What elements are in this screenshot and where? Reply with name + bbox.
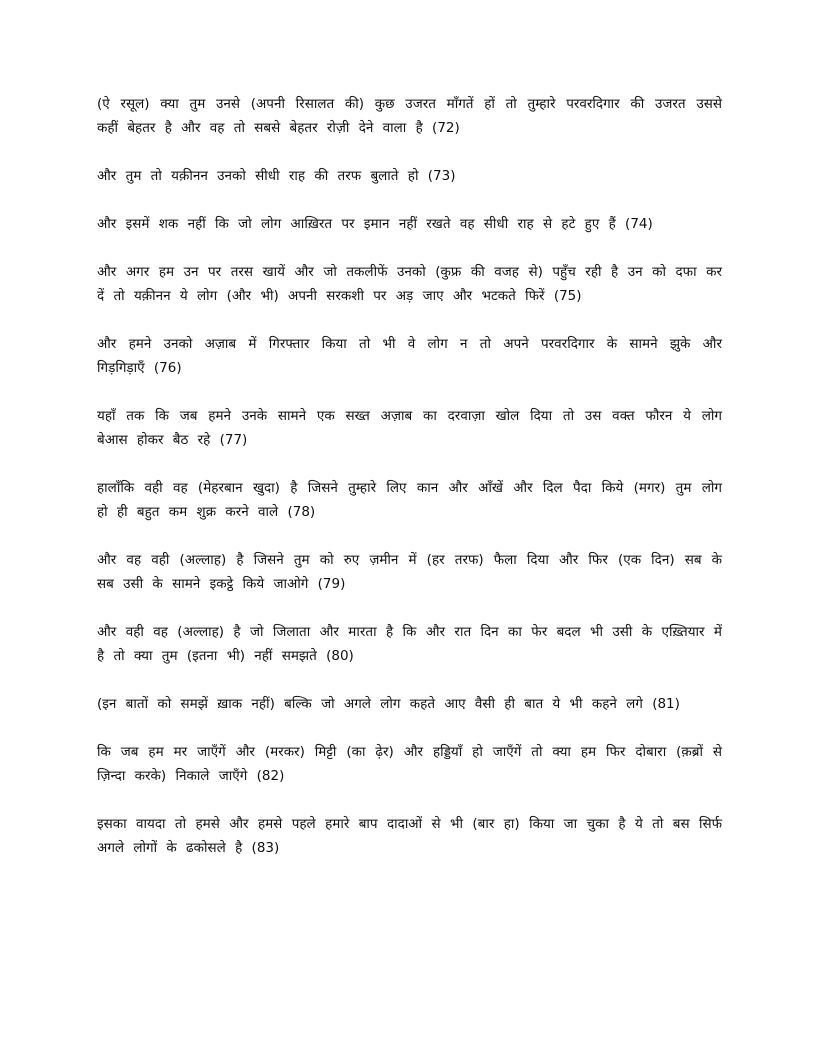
verse-paragraph-79: और वह वही (अल्लाह) है जिसने तुम को रुए ज़मीन में (हर तरफ) फैला दिया और फिर (एक दिन) सब के सब उसी के सामने इकट्ठे किये जाओगे (79) xyxy=(97,552,722,592)
verse-paragraph-81: (इन बातों को समझें ख़ाक नहीं) बल्कि जो अगले लोग कहते आए वैसी ही बात ये भी कहने लगे (81) xyxy=(97,696,680,712)
verse-paragraph-76: और हमने उनको अज़ाब में गिरफ्तार किया तो भी वे लोग न तो अपने परवरदिगार के सामने झुके और गिड़गिड़ाएँ (76) xyxy=(97,336,722,376)
verse-paragraph-75: और अगर हम उन पर तरस खायें और जो तकलीफें उनको (कुफ्र की वजह से) पहुँच रही है उन को दफा कर दें तो यक़ीनन ये लोग (और भी) अपनी सरकशी पर अड़ जाए और भटकते फिरें (75) xyxy=(97,264,722,304)
verse-paragraph-72: (ऐ रसूल) क्या तुम उनसे (अपनी रिसालत की) कुछ उजरत माँगतें हों तो तुम्हारे परवरदिगार की उजरत उससे कहीं बेहतर है और वह तो सबसे बेहतर रोज़ी देने वाला है (72) xyxy=(97,96,722,136)
verse-paragraph-78: हालाँकि वही वह (मेहरबान खुदा) है जिसने तुम्हारे लिए कान और आँखें और दिल पैदा किये (मगर) तुम लोग हो ही बहुत कम शुक्र करने वाले (78) xyxy=(97,480,722,520)
verse-paragraph-73: और तुम तो यक़ीनन उनको सीधी राह की तरफ बुलाते हो (73) xyxy=(97,168,456,184)
verse-paragraph-74: और इसमें शक नहीं कि जो लोग आख़िरत पर इमान नहीं रखते वह सीधी राह से हटे हुए हैं (74) xyxy=(97,216,653,232)
verse-paragraph-77: यहाँ तक कि जब हमने उनके सामने एक सख्त अज़ाब का दरवाज़ा खोल दिया तो उस वक्त फौरन ये लोग बेआस होकर बैठ रहे (77) xyxy=(97,408,722,448)
verse-paragraph-82: कि जब हम मर जाएँगें और (मरकर) मिट्टी (का ढ़ेर) और हड्डियाँ हो जाएँगें तो क्या हम फिर दोबारा (क़ब्रों से ज़िन्दा करके) निकाले जाएँगे (82) xyxy=(97,744,722,784)
verse-paragraph-80: और वही वह (अल्लाह) है जो जिलाता और मारता है कि और रात दिन का फेर बदल भी उसी के एख़्तियार में है तो क्या तुम (इतना भी) नहीं समझते (80) xyxy=(97,624,722,664)
verse-paragraph-83: इसका वायदा तो हमसे और हमसे पहले हमारे बाप दादाओं से भी (बार हा) किया जा चुका है ये तो बस सिर्फ अगले लोगों के ढकोसले है (83) xyxy=(97,816,722,856)
document-page xyxy=(97,92,722,884)
